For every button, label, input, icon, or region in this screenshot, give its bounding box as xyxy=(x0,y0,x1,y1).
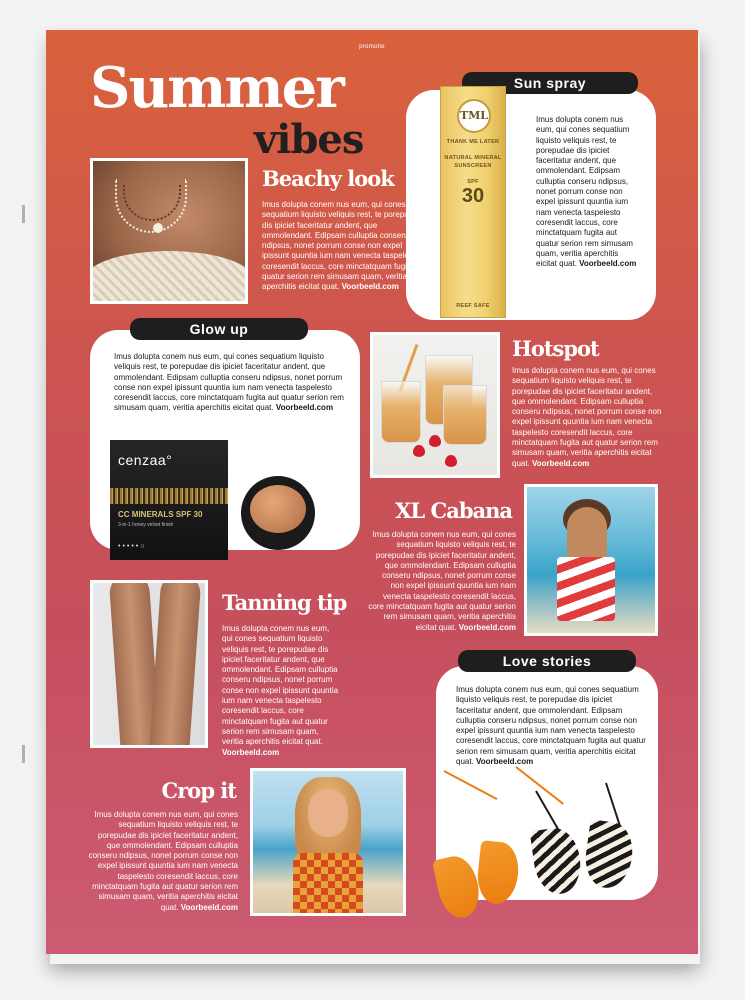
crop-it-heading: Crop it xyxy=(161,778,236,803)
product-spf-label: SPF xyxy=(467,179,479,185)
title-vibes: vibes xyxy=(254,116,364,163)
crop-it-text: Imus dolupta conem nus eum, qui cones sequatium liquisto veliquis rest, te porepudae dis ipiciet faceritatur andent, que ommolendant. Edipsam culluptia conseru ndipsus, nonet porrum conse non expel ipissunt quuntia ium nam venecta taspelesto coresendit laccus, core minctatquam fugita aut quatur serion rem simusam quam, veritia aperchitis eicitat quat. Voorbeeld.com xyxy=(88,810,238,912)
cenzaa-logo: cenzaa° xyxy=(118,452,173,468)
cenzaa-product-image xyxy=(110,440,228,560)
product-badge: REEF SAFE xyxy=(456,303,490,309)
love-stories-text: Imus dolupta conem nus eum, qui cones sequatium liquisto veliquis rest, te porepudae dis ipiciet faceritatur andent, que ommolendant. Edipsam culluptia conseru ndipsus, nonet porrum conse non expel ipissunt quuntia ium nam venecta taspelesto coresendit laccus, core minctatquam fugita aut quatur serion rem simusam quam, veritia aperchitis eicitat quat. Voorbeeld.com xyxy=(456,685,646,767)
compact-powder-image xyxy=(241,476,315,550)
cenzaa-product-sub: 3-in-1 honey velvet finish xyxy=(118,522,174,528)
binding-mark xyxy=(22,205,25,223)
necklace-photo xyxy=(90,158,248,304)
product-brand: THANK ME LATER xyxy=(446,139,500,145)
beachy-look-heading: Beachy look xyxy=(262,166,394,191)
product-spf: 30 xyxy=(461,185,485,207)
cenzaa-dots: •••••○ xyxy=(118,543,147,550)
magazine-page xyxy=(46,30,698,954)
legs-photo xyxy=(90,580,208,748)
binding-mark xyxy=(22,745,25,763)
product-line1: NATURAL MINERAL xyxy=(444,155,502,161)
drinks-photo xyxy=(370,332,500,478)
xl-cabana-heading: XL Cabana xyxy=(395,498,512,523)
tanning-tip-text: Imus dolupta conem nus eum, qui cones sequatium liquisto veliquis rest, te porepudae dis ipiciet faceritatur andent, que ommolendant. Edipsam culluptia conseru ndipsus, nonet porrum conse non expel ipissunt quuntia ium nam venecta taspelesto coresendit laccus, core minctatquam fugita aut quatur serion rem simusam quam, veritia aperchitis eicitat quat. Voorbeeld.com xyxy=(222,624,339,757)
hotspot-text: Imus dolupta conem nus eum, qui cones sequatium liquisto veliquis rest, te porepudae dis ipiciet faceritatur andent, que ommolendant. Edipsam culluptia conseru ndipsus, nonet porrum conse non expel ipissunt quuntia ium nam venecta taspelesto coresendit laccus, core minctatquam fugita aut quatur serion rem simusam quam, veritia aperchitis eicitat quat. Voorbeeld.com xyxy=(512,366,662,468)
beachy-look-text: Imus dolupta conem nus eum, qui cones sequatium liquisto veliquis rest, te porepudae dis ipiciet faceritatur andent, que ommolendant. Edipsam culluptia conseru ndipsus, nonet porrum conse non expel ipissunt quuntia ium nam venecta taspelesto coresendit laccus, core minctatquam fugita aut quatur serion rem simusam quam, veritia aperchitis eicitat quat. Voorbeeld.com xyxy=(262,200,427,292)
cenzaa-product-name: CC MINERALS SPF 30 xyxy=(118,510,203,519)
product-logo: TML xyxy=(457,99,491,133)
sunscreen-product-image xyxy=(440,86,506,318)
love-stories-pill: Love stories xyxy=(458,650,636,672)
sun-spray-text: Imus dolupta conem nus eum, qui cones sequatium liquisto veliquis rest, te porepudae dis ipiciet faceritatur andent, que ommolendant. Edipsam culluptia conseru ndipsus, nonet porrum conse non expel ipissunt quuntia ium nam venecta taspelesto coresendit laccus, core minctatquam fugita aut quatur serion rem simusam quam, veritia aperchitis eicitat quat. Voorbeeld.com xyxy=(536,115,637,269)
xl-cabana-text: Imus dolupta conem nus eum, qui cones sequatium liquisto veliquis rest, te porepudae dis ipiciet faceritatur andent, que ommolendant. Edipsam culluptia conseru ndipsus, nonet porrum conse non expel ipissunt quuntia ium nam venecta taspelesto coresendit laccus, core minctatquam fugita aut quatur serion rem simusam quam, veritia aperchitis eicitat quat. Voorbeeld.com xyxy=(368,530,516,632)
sun-spray-pill: Sun spray xyxy=(462,72,638,94)
glow-up-text: Imus dolupta conem nus eum, qui cones sequatium liquisto veliquis rest, te porepudae dis ipiciet faceritatur andent, que ommolendant. Edipsam culluptia conseru ndipsus, nonet porrum conse non expel ipissunt quuntia ium nam venecta taspelesto coresendit laccus, core minctatquam fugita aut quatur serion rem simusam quam, veritia aperchitis eicitat quat. Voorbeeld.com xyxy=(114,352,344,413)
crop-top-photo xyxy=(250,768,406,916)
promo-label: promotie xyxy=(359,44,385,50)
title-summer: Summer xyxy=(90,55,343,121)
cabana-photo xyxy=(524,484,658,636)
tanning-tip-heading: Tanning tip xyxy=(222,590,347,615)
glow-up-pill: Glow up xyxy=(130,318,308,340)
hotspot-heading: Hotspot xyxy=(512,336,599,361)
product-line2: SUNSCREEN xyxy=(454,163,492,169)
